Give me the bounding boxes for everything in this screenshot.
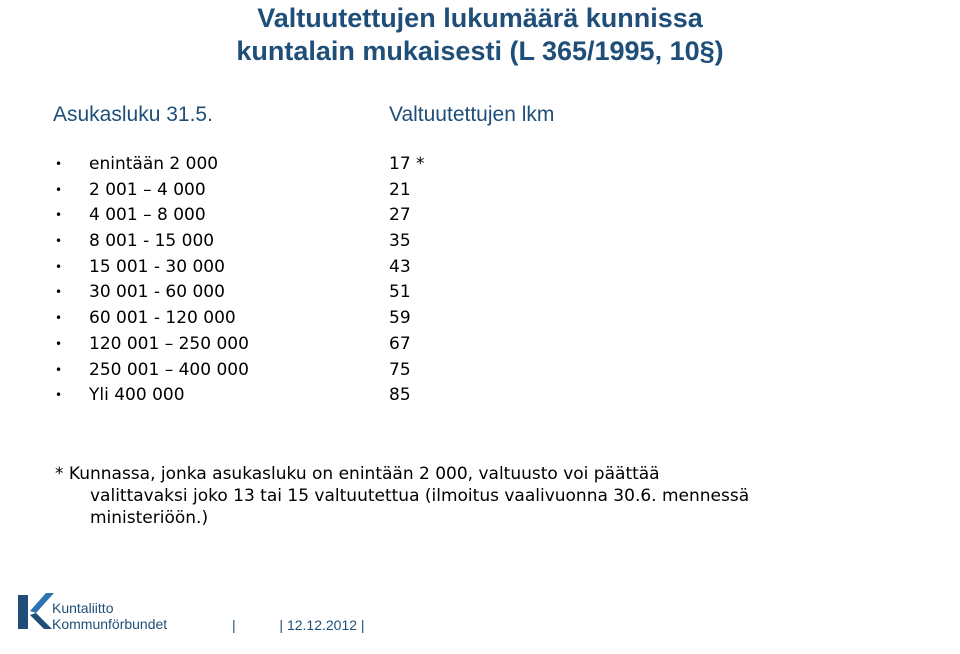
bullet-icon: • bbox=[55, 259, 63, 274]
population-header: Asukasluku 31.5. bbox=[53, 103, 213, 126]
title-line-2: kuntalain mukaisesti (L 365/1995, 10§) bbox=[236, 36, 724, 66]
population-range: 60 001 - 120 000 bbox=[89, 308, 236, 329]
bullet-icon: • bbox=[55, 157, 63, 171]
footer-separator: | bbox=[279, 617, 284, 633]
bullet-icon: • bbox=[55, 311, 63, 326]
population-range: enintään 2 000 bbox=[89, 154, 219, 174]
bullet-icon: • bbox=[55, 208, 63, 223]
population-range: Yli 400 000 bbox=[89, 385, 185, 406]
slide-footer bbox=[232, 617, 365, 633]
councilor-count: 21 bbox=[389, 179, 411, 200]
bullet-icon: • bbox=[55, 234, 63, 249]
footer-separator: | bbox=[232, 617, 236, 633]
title-line-1: Valtuutettujen lukumäärä kunnissa bbox=[257, 3, 703, 33]
councilor-count: 75 bbox=[389, 359, 411, 380]
bullet-icon: • bbox=[55, 182, 63, 197]
councilor-count: 51 bbox=[389, 282, 411, 303]
councilor-count: 27 bbox=[389, 205, 411, 226]
bullet-icon: • bbox=[55, 388, 63, 403]
councilors-header: Valtuutettujen lkm bbox=[389, 103, 555, 126]
councilor-count: 43 bbox=[389, 256, 411, 277]
councilor-count: 85 bbox=[389, 385, 411, 406]
population-range: 250 001 – 400 000 bbox=[89, 359, 249, 380]
bullet-icon: • bbox=[55, 336, 63, 351]
footer-date: 12.12.2012 bbox=[286, 617, 358, 633]
population-range: 120 001 – 250 000 bbox=[89, 333, 249, 354]
population-range: 4 001 – 8 000 bbox=[89, 205, 206, 226]
population-range: 2 001 – 4 000 bbox=[89, 179, 206, 200]
footnote-line-3: ministeriöön.) bbox=[90, 508, 209, 528]
logo-wordmark bbox=[52, 600, 167, 632]
population-range: 15 001 - 30 000 bbox=[89, 256, 225, 277]
population-range: 8 001 - 15 000 bbox=[89, 231, 215, 252]
footnote bbox=[55, 463, 935, 529]
population-range: 30 001 - 60 000 bbox=[89, 282, 225, 303]
logo-line-1: Kuntaliitto bbox=[52, 600, 114, 616]
slide-title bbox=[0, 2, 960, 68]
councilor-count: 59 bbox=[389, 308, 411, 329]
logo-line-2: Kommunförbundet bbox=[52, 616, 168, 632]
bullet-icon: • bbox=[55, 362, 63, 377]
bullet-icon: • bbox=[55, 285, 63, 300]
councilor-count: 67 bbox=[389, 333, 411, 354]
footnote-line-1: * Kunnassa, jonka asukasluku on enintään 2 000, valtuusto voi päättää bbox=[55, 464, 660, 484]
footer-separator: | bbox=[360, 617, 365, 633]
councilor-count: 35 bbox=[389, 231, 411, 252]
councilor-count: 17 * bbox=[389, 154, 425, 174]
footnote-line-2: valittavaksi joko 13 tai 15 valtuutettua (ilmoitus vaalivuonna 30.6. mennessä bbox=[90, 486, 750, 506]
